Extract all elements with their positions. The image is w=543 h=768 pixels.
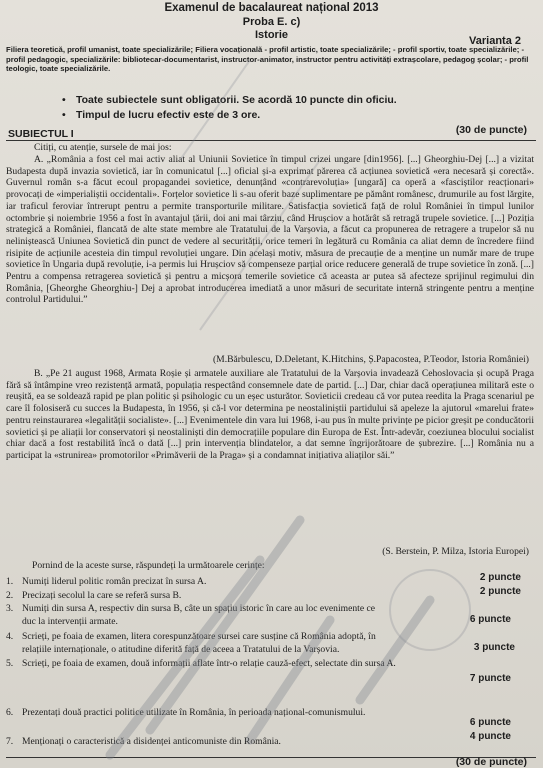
divider [6, 140, 536, 141]
question-item: 7. Menționați o caracteristică a disidenței anticomuniste din România. [6, 736, 281, 747]
filiera-text: Filiera teoretică, profil umanist, toate specializările; Filiera vocațională - profil artistic, toate specializările; - profil sportiv, toate specializările; - profil pedagogic, specializările: bibliotecar-documentarist, instructor-animator, instructor pentru activități extrașcolare, pedagog școlar; - profil teologic, toate specializările. [6, 45, 529, 74]
bullet-text: Timpul de lucru efectiv este de 3 ore. [76, 109, 261, 121]
variant-label: Varianta 2 [469, 35, 521, 47]
subject-points: (30 de puncte) [455, 124, 527, 136]
question-points: 2 puncte [479, 572, 521, 583]
question-item: 4. Scrieți, pe foaia de examen, litera corespunzătoare sursei care susține că România adoptă, în [6, 631, 376, 642]
source-a-text: A. „România a fost cel mai activ aliat al Uniunii Sovietice în timpul crizei ungare [din1956]. [...] Gheorghiu-Dej [...] a vizitat Budapesta după invazia sovietică, iar în comunicatul [...] oficial și-a exprimat părerea că acțiunea sovietică «era necesară și corectă». Guvernul român s-a făcut ecoul propagandei sovietice, denunțând «contrarevoluția» [ungară] ca operă a «fasciștilor reacționari» provocați de «imperialiștii occidentali». Forțelor sovietice li s-au oferit baze suplimentare pe pământ românesc, drumurile au fost lărgite, iar traficul feroviar întrerupt pentru a permite transporturile militare. Satisfacția sovietică față de rolul României în timpul lunilor octombrie și noiembrie 1956 a fost în avantajul țării, doi ani mai târziu, când Hrușciov a hotărât să retragă trupele sovietice. [...] Poziția strategică a României, flancată de alte state membre ale Tratatului de la Varșovia, a făcut ca propunerea de retragere a trupelor să nu neliniștească Uniunea Sovietică din punct de vedere al securității, orice temeri în legătură cu România ca aliat demn de încredere fiind risipite de acțiunile acesteia din timpul revoluției ungare. Din același motiv, măsura de precauție de a menține un număr mare de trupe sovietice în Ungaria după revoluție, i-a permis lui Hrușciov să compenseze parțial orice reducere generală de trupe sovietice în zonă. [...] Pentru a compensa retragerea sovietică și pentru a micșora temerile sovietice că aceasta ar putea să afecteze sprijinul regimului din România, [Gheorghe Gheorghiu-] Dej a aprobat introducerea imediată a unor măsuri de securitate internă stringente pentru a menține controlul Partidului.” [6, 154, 534, 306]
question-points: 3 puncte [473, 642, 515, 653]
exam-test: Proba E. c) [242, 16, 301, 28]
bullet-dot-icon: • [62, 94, 66, 106]
instruction-text: Citiți, cu atenție, sursele de mai jos: [34, 142, 172, 153]
question-item: 6. Prezentați două practici politice utilizate în România, în perioada național-comunismului. [6, 707, 366, 718]
bullet-item [62, 109, 260, 121]
bullet-text: Toate subiectele sunt obligatorii. Se acordă 10 puncte din oficiu. [76, 94, 397, 106]
question-points: 6 puncte [469, 717, 511, 728]
subject-2-points: (30 de puncte) [455, 756, 527, 768]
source-b-reference: (S. Berstein, P. Milza, Istoria Europei) [382, 546, 529, 557]
subject-title: SUBIECTUL I [8, 128, 74, 140]
question-points: 6 puncte [469, 614, 511, 625]
source-b-text: B. „Pe 21 august 1968, Armata Roșie și armatele auxiliare ale Tratatului de la Varșovia invadează Cehoslovacia și ocupă Praga fără să întâmpine vreo rezistență armată, populația respectând consemnele date de partid. [...] Dar, chiar dacă operațiunea militară este o reușită, ea se soldează rapid pe plan politic și psihologic cu un eșec usturător. Sovieticii credeau că vor putea reedita la Praga scenariul pe care îl folosiseră cu succes la Budapesta, în 1956, și că-l vor determina pe neostaliniștii partidului să apeleze la ajutorul «marelui frate» pentru reinstaurarea «legalității socialiste». [...] Evenimentele din vara lui 1968, i-au pus în multe privințe pe picior greșit pe conducătorii sovietici și pe aliații lor conservatori și neostaliniști din democrațiile populare din Europa de Est. Într-adevăr, coeziunea blocului socialist chiar dacă a fost restabilită încă o dată [...] prin intervenția blindatelor, a dat semne îngrijorătoare de șubrezire. [...] România nu a participat la «strunirea» promotorilor «Primăverii de la Praga» și a condamnat inițiativa aliaților săi.” [6, 368, 534, 461]
question-points: 7 puncte [469, 673, 511, 684]
question-points: 2 puncte [479, 586, 521, 597]
exam-subject: Istorie [254, 29, 288, 41]
question-continuation: duc la intervenții armate. [22, 616, 118, 627]
question-points: 4 puncte [469, 731, 511, 742]
source-a-reference: (M.Bărbulescu, D.Deletant, K.Hitchins, Ș.Papacostea, P.Teodor, Istoria României) [212, 354, 529, 365]
question-continuation: relațiile internaționale, o atitudine diferită față de aceea a Tratatului de la Varșovia. [22, 644, 340, 655]
bullet-item [62, 94, 397, 106]
question-item: 2. Precizați secolul la care se referă sursa B. [6, 590, 182, 601]
question-item: 1. Numiți liderul politic român precizat în sursa A. [6, 576, 207, 587]
question-item: 3. Numiți din sursa A, respectiv din sursa B, câte un spațiu istoric în care au loc evenimente ce [6, 603, 376, 614]
question-item: 5. Scrieți, pe foaia de examen, două informații aflate într-o relație cauză-efect, selectate din sursa A. [6, 658, 396, 669]
questions-intro: Pornind de la aceste surse, răspundeți la următoarele cerințe: [32, 560, 265, 571]
bullet-dot-icon: • [62, 109, 66, 121]
exam-title: Examenul de bacalaureat național 2013 [164, 2, 379, 14]
